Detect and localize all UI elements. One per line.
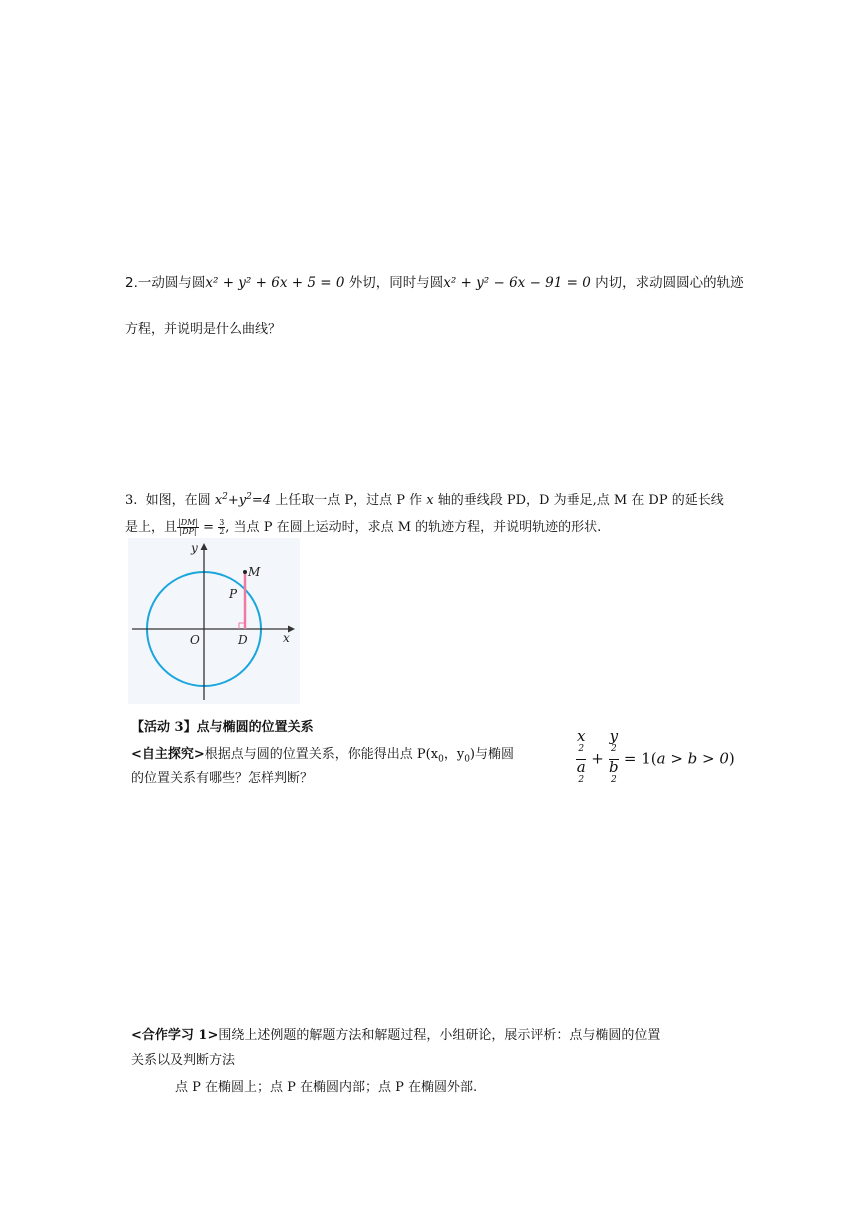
question-2-equation-1: x² + y² + 6x + 5 = 0 bbox=[205, 275, 345, 291]
circle-figure bbox=[128, 538, 300, 704]
label-o: O bbox=[190, 633, 200, 647]
question-3-equals: = bbox=[203, 520, 215, 535]
question-3-ratio: $\frac{3}{2}$ bbox=[219, 518, 225, 536]
question-3-dm-dp-fraction: $\frac{|DM|}{|DP|}$ bbox=[178, 518, 199, 536]
coop-line-1 bbox=[131, 1024, 660, 1043]
figure-background bbox=[128, 538, 300, 704]
label-x: x bbox=[283, 631, 290, 645]
label-y: y bbox=[191, 541, 198, 555]
question-3-line-2-start: 是上，且 bbox=[125, 520, 178, 535]
question-3-text-2: 上任取一点 P，过点 P 作 bbox=[275, 493, 423, 508]
question-2-line-1 bbox=[125, 271, 744, 291]
question-3-number: 3. bbox=[125, 493, 138, 508]
label-p: P bbox=[229, 587, 238, 601]
point-m bbox=[243, 570, 247, 574]
question-2-text-2: 外切，同时与圆 bbox=[348, 275, 444, 291]
question-2-text-3: 内切，求动圆圆心的轨迹 bbox=[595, 275, 744, 291]
coop-line-2: 关系以及判断方法 bbox=[131, 1053, 236, 1068]
activity-3-text-1: 根据点与圆的位置关系，你能得出点 P(x bbox=[204, 747, 439, 762]
question-3-text-1: 如图，在圆 bbox=[145, 493, 211, 508]
question-2-text-1: 一动圆与圆 bbox=[137, 275, 206, 291]
coop-text-1: 围绕上述例题的解题方法和解题过程，小组研论，展示评析：点与椭圆的位置 bbox=[218, 1028, 661, 1043]
question-2-equation-2: x² + y² − 6x − 91 = 0 bbox=[443, 275, 591, 291]
question-3-line-2 bbox=[125, 516, 601, 538]
coop-line-3: 点 P 在椭圆上；点 P 在椭圆内部；点 P 在椭圆外部. bbox=[175, 1080, 478, 1095]
question-2-number: 2. bbox=[125, 275, 138, 291]
question-3-text-3: 轴的垂线段 PD，D 为垂足,点 M 在 DP 的延长线 bbox=[437, 493, 724, 508]
label-m: M bbox=[248, 565, 261, 579]
question-3-x-symbol: x bbox=[426, 493, 434, 508]
coop-tag: <合作学习 1> bbox=[131, 1028, 219, 1043]
question-3-line-1 bbox=[125, 489, 724, 508]
question-2-line-2: 方程，并说明是什么曲线？ bbox=[125, 322, 282, 337]
self-explore-tag: <自主探究> bbox=[131, 747, 205, 762]
question-3-circle-equation: $x^2+y^2=4$ bbox=[214, 492, 272, 508]
activity-3-heading: 【活动 3】点与椭圆的位置关系 bbox=[131, 720, 314, 735]
question-3-line-2-end: , 当点 P 在圆上运动时，求点 M 的轨迹方程，并说明轨迹的形状. bbox=[225, 520, 602, 535]
ellipse-equation: x $^2$ a $^2$ + y $^2$ b $^2$ = 1(a > b > 0) bbox=[576, 727, 735, 785]
activity-3-line-1: <自主探究>根据点与圆的位置关系，你能得出点 $P(x_0$，$y_0$)与椭圆 bbox=[131, 747, 514, 765]
activity-3-line-2: 的位置关系有哪些？怎样判断？ bbox=[131, 771, 314, 786]
label-d: D bbox=[238, 633, 248, 647]
